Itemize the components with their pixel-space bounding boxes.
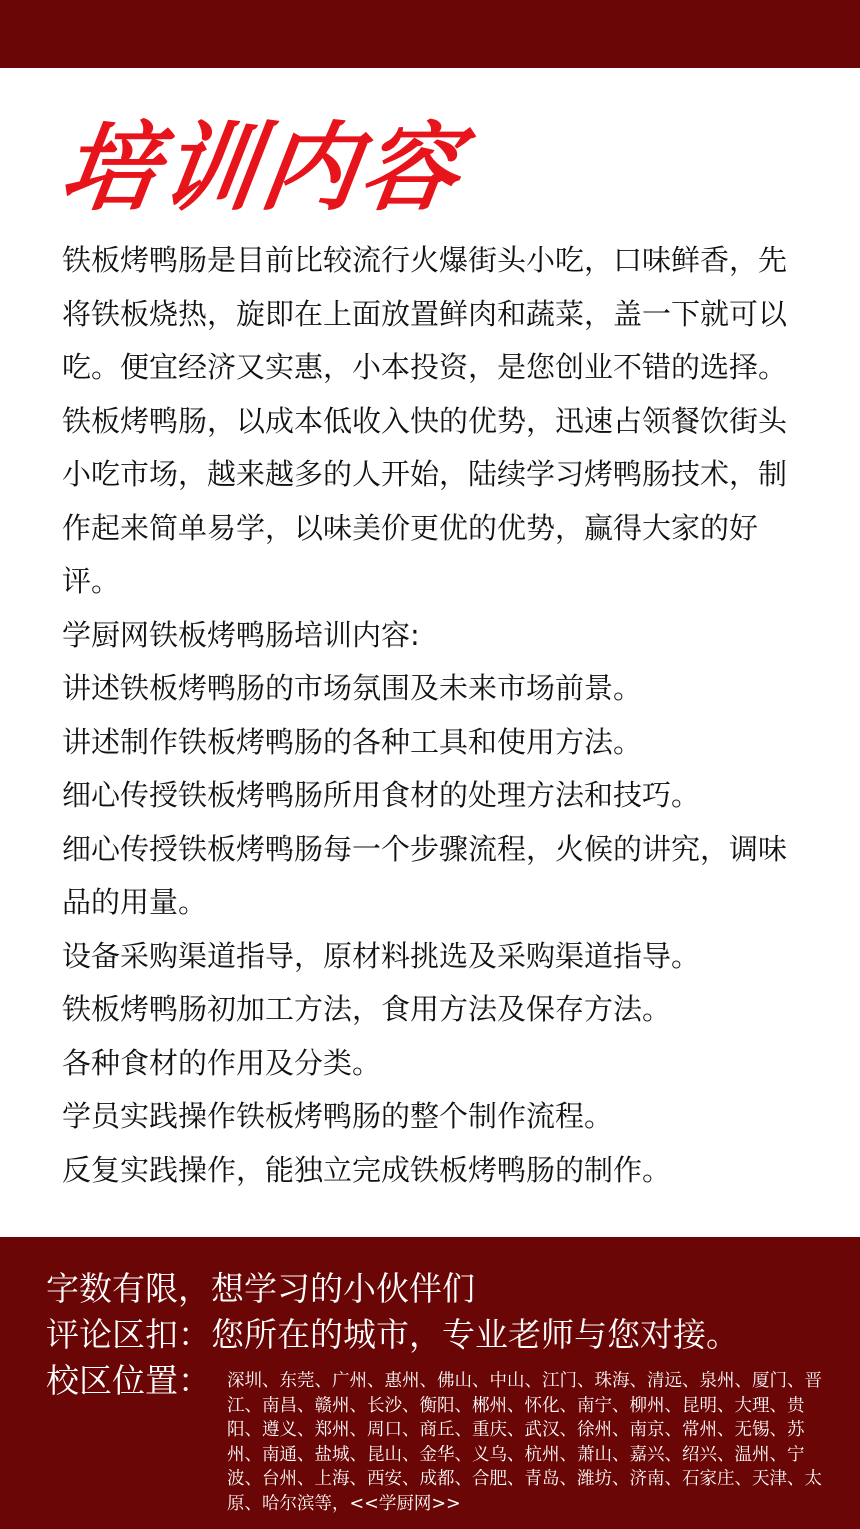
training-item: 细心传授铁板烤鸭肠每一个步骤流程，火候的讲究，调味品的用量。 xyxy=(62,831,788,919)
content-body xyxy=(62,234,792,1197)
footer-cta-line: 字数有限，想学习的小伙伴们 xyxy=(46,1269,475,1308)
training-item: 设备采购渠道指导，原材料挑选及采购渠道指导。 xyxy=(62,938,701,973)
training-item: 细心传授铁板烤鸭肠所用食材的处理方法和技巧。 xyxy=(62,778,701,812)
top-banner xyxy=(0,0,860,68)
campus-label: 校区位置： xyxy=(46,1361,211,1400)
training-item: 讲述铁板烤鸭肠的市场氛围及未来市场前景。 xyxy=(62,671,643,705)
campus-list: 深圳、东莞、广州、惠州、佛山、中山、江门、珠海、清远、泉州、厦门、晋江、南昌、赣州、长沙、衡阳、郴州、怀化、南宁、柳州、昆明、大理、贵阳、遵义、郑州、周口、商丘、重庆、武汉、徐州、南京、常州、无锡、苏州、南通、盐城、昆山、金华、义乌、杭州、萧山、嘉兴、绍兴、温州、宁波、台州、上海、西安、成都、合肥、青岛、潍坊、济南、石家庄、天津、太原、哈尔滨等，<<学厨网>> xyxy=(227,1371,822,1514)
section-heading: 学厨网铁板烤鸭肠培训内容: xyxy=(62,617,420,652)
intro-paragraph: 铁板烤鸭肠是目前比较流行火爆街头小吃，口味鲜香，先将铁板烧热，旋即在上面放置鲜肉和蔬菜，盖一下就可以吃。便宜经济又实惠，小本投资，是您创业不错的选择。铁板烤鸭肠，以成本低收入快的优势，迅速占领餐饮街头小吃市场，越来越多的人开始，陆续学习烤鸭肠技术，制作起来简单易学，以味美价更优的优势，赢得大家的好评。 xyxy=(62,243,788,598)
training-item: 学员实践操作铁板烤鸭肠的整个制作流程。 xyxy=(62,1099,614,1133)
training-item: 铁板烤鸭肠初加工方法，食用方法及保存方法。 xyxy=(62,992,672,1026)
footer-banner xyxy=(0,1237,860,1529)
training-item: 反复实践操作，能独立完成铁板烤鸭肠的制作。 xyxy=(62,1152,672,1187)
page-title: 培训内容 xyxy=(54,112,470,224)
footer-comment-prompt: 评论区扣：您所在的城市，专业老师与您对接。 xyxy=(46,1315,739,1354)
training-item: 各种食材的作用及分类。 xyxy=(62,1045,382,1080)
training-item: 讲述制作铁板烤鸭肠的各种工具和使用方法。 xyxy=(62,724,643,759)
